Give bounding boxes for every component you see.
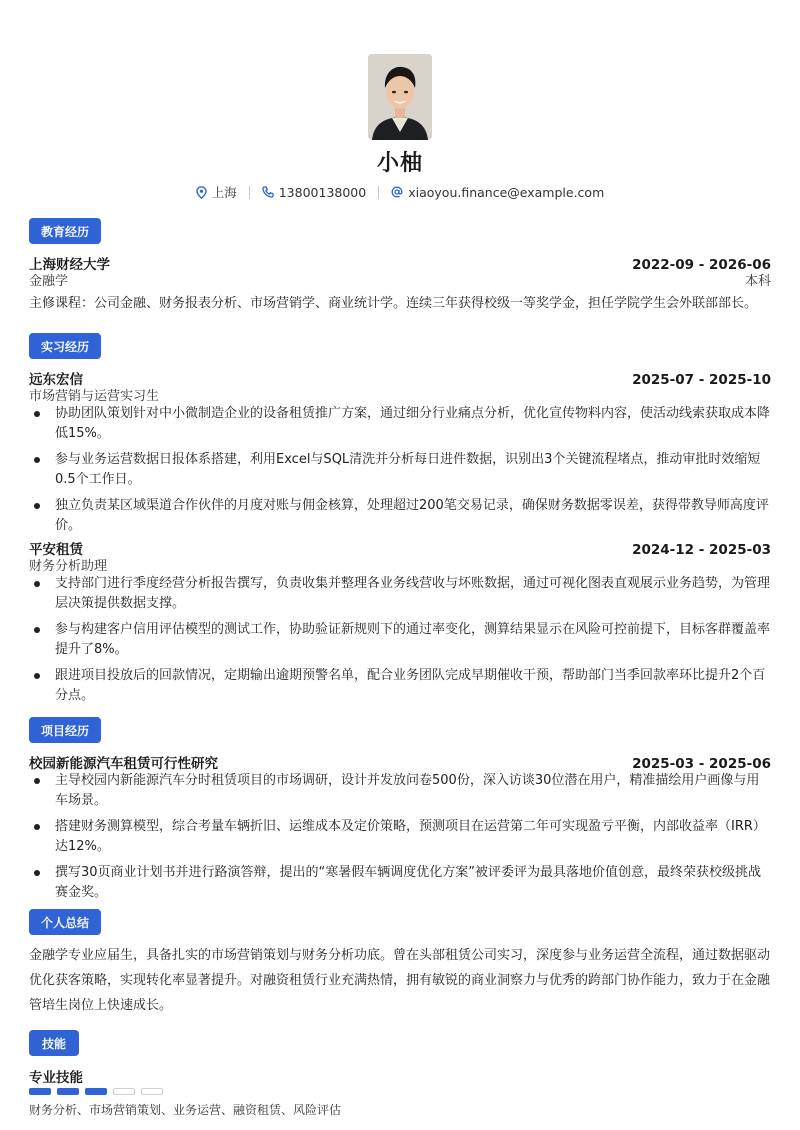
- internship-bullets: [29, 404, 771, 542]
- candidate-name: 小柚: [376, 151, 423, 176]
- phone-icon: [262, 186, 274, 198]
- contact-divider: [378, 186, 379, 199]
- section-tag-internship: 实习经历: [29, 333, 101, 359]
- degree: 本科: [744, 274, 771, 289]
- internship-date: 2024-12 - 2025-03: [632, 542, 771, 558]
- list-item: 支持部门进行季度经营分析报告撰写，负责收集并整理各业务线营收与坏账数据，通过可视化图表直观展示业务趋势，为管理层决策提供数据支撑。: [29, 574, 771, 614]
- section-tag-skills: 技能: [29, 1030, 79, 1056]
- location-text: 上海: [211, 185, 237, 200]
- list-item: 协助团队策划针对中小微制造企业的设备租赁推广方案，通过细分行业痛点分析，优化宣传物料内容，使活动线索获取成本降低15%。: [29, 404, 771, 444]
- profile-photo: [368, 54, 432, 140]
- summary-text: 金融学专业应届生，具备扎实的市场营销策划与财务分析功底。曾在头部租赁公司实习，深度参与业务运营全流程，通过数据驱动优化获客策略，实现转化率显著提升。对融资租赁行业充满热情，拥有敏锐的商业洞察力与优秀的跨部门协作能力，致力于在金融管培生岗位上快速成长。: [29, 948, 771, 1013]
- major: 金融学: [29, 274, 69, 289]
- list-item: 参与业务运营数据日报体系搭建，利用Excel与SQL清洗并分析每日进件数据，识别出3个关键流程堵点，推动审批时效缩短0.5个工作日。: [29, 450, 771, 490]
- phone-item: [262, 185, 366, 200]
- list-item: 搭建财务测算模型，综合考量车辆折旧、运维成本及定价策略，预测项目在运营第二年可实现盈亏平衡，内部收益率（IRR）达12%。: [29, 817, 771, 857]
- project-date: 2025-03 - 2025-06: [632, 756, 771, 772]
- project-name: 校园新能源汽车租赁可行性研究: [29, 756, 218, 772]
- section-tag-project: 项目经历: [29, 717, 101, 743]
- education-detail: 主修课程：公司金融、财务报表分析、市场营销学、商业统计学。连续三年获得校级一等奖学金，担任学院学生会外联部部长。: [29, 296, 758, 311]
- email-text[interactable]: xiaoyou.finance@example.com: [408, 184, 605, 200]
- skills-list: 财务分析、市场营销策划、业务运营、融资租赁、风险评估: [29, 1103, 342, 1117]
- list-item: 撰写30页商业计划书并进行路演答辩，提出的“寒暑假车辆调度优化方案”被评委评为最具落地价值创意，最终荣获校级挑战赛金奖。: [29, 863, 771, 903]
- section-tag-summary: 个人总结: [29, 909, 101, 935]
- email-item[interactable]: [391, 185, 604, 200]
- location-pin-icon: [196, 186, 207, 199]
- skill-level-segment: [29, 1088, 51, 1095]
- company-name: 远东宏信: [29, 372, 83, 388]
- skill-level-segment: [113, 1088, 135, 1095]
- internship-bullets: [29, 574, 771, 712]
- internship-role-row: [29, 555, 771, 574]
- section-tag-education: 教育经历: [29, 218, 101, 244]
- education-date: 2022-09 - 2026-06: [632, 257, 771, 273]
- list-item: 独立负责某区域渠道合作伙伴的月度对账与佣金核算，处理超过200笔交易记录，确保财务数据零误差，获得带教导师高度评价。: [29, 496, 771, 536]
- contact-divider: [249, 186, 250, 199]
- list-item: 主导校园内新能源汽车分时租赁项目的市场调研，设计并发放问卷500份，深入访谈30位潜在用户，精准描绘用户画像与用车场景。: [29, 771, 771, 811]
- company-name: 平安租赁: [29, 542, 83, 558]
- internship-role: 市场营销与运营实习生: [29, 389, 160, 404]
- school-name: 上海财经大学: [29, 257, 110, 273]
- list-item: 跟进项目投放后的回款情况，定期输出逾期预警名单，配合业务团队完成早期催收干预，帮助部门当季回款率环比提升2个百分点。: [29, 666, 771, 706]
- internship-date: 2025-07 - 2025-10: [632, 372, 771, 388]
- skill-level-segment: [85, 1088, 107, 1095]
- skill-level-bar: [29, 1088, 163, 1095]
- skills-list-row: [29, 1101, 771, 1118]
- location-item: [196, 183, 237, 201]
- internship-role-row: [29, 385, 771, 404]
- project-header: [29, 752, 771, 772]
- phone-text: 13800138000: [278, 184, 367, 200]
- skill-level-segment: [141, 1088, 163, 1095]
- list-item: 参与构建客户信用评估模型的测试工作，协助验证新规则下的通过率变化，测算结果显示在风险可控前提下，目标客群覆盖率提升了8%。: [29, 620, 771, 660]
- at-sign-icon: [391, 186, 403, 198]
- skill-level-segment: [57, 1088, 79, 1095]
- skills-header: [29, 1066, 771, 1086]
- education-subheader: [29, 270, 771, 289]
- contact-bar: [0, 183, 800, 201]
- project-bullets: [29, 771, 771, 909]
- skills-title: 专业技能: [29, 1070, 83, 1086]
- internship-role: 财务分析助理: [29, 559, 108, 574]
